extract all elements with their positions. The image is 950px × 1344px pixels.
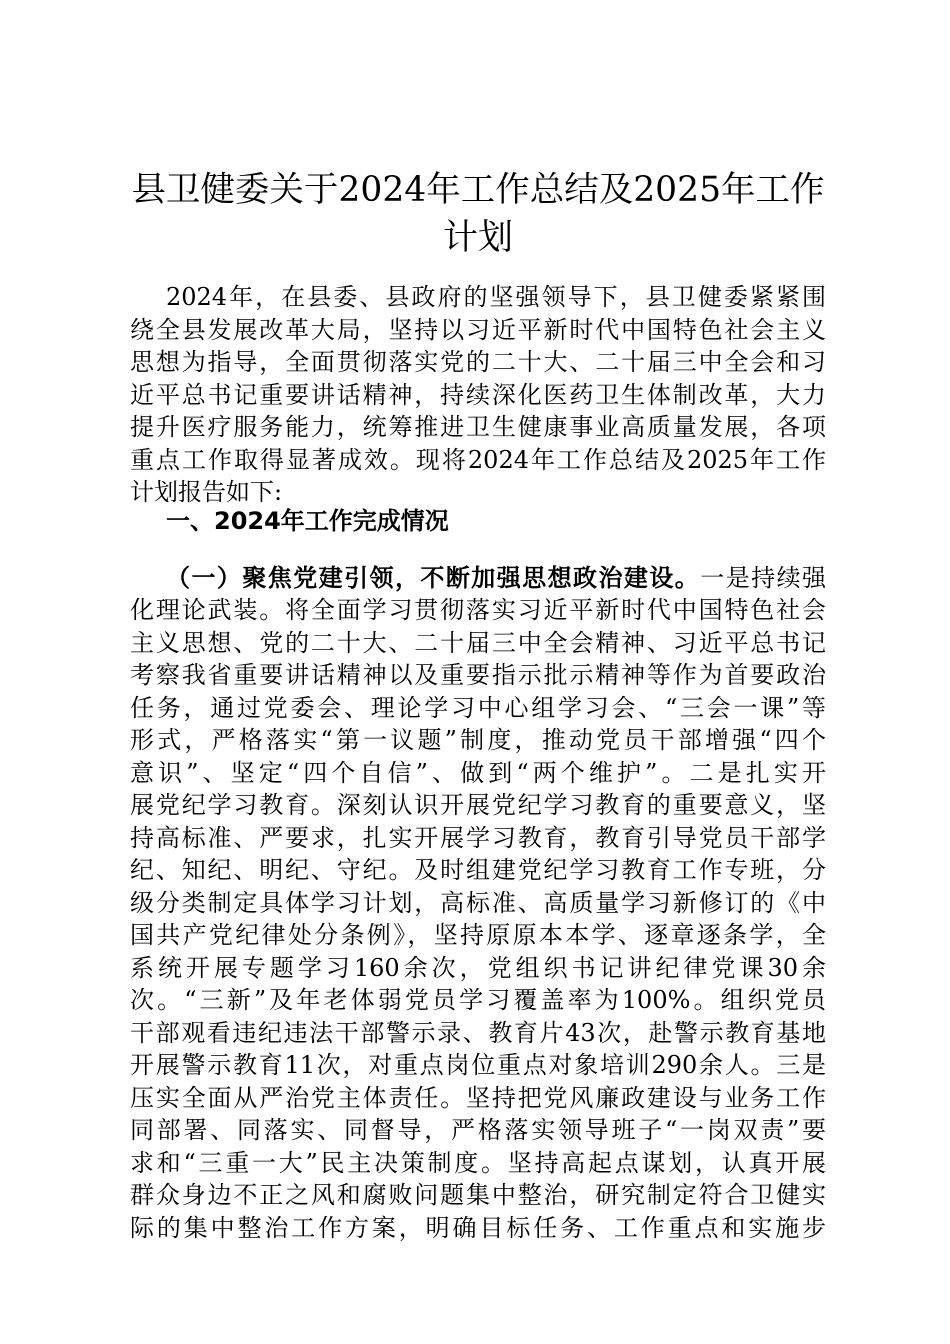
intro-line: 绕全县发展改革大局，坚持以习近平新时代中国特色社会主义 [130, 316, 826, 344]
body-line: 考察我省重要讲话精神以及重要指示批示精神等作为首要政治 [130, 661, 826, 689]
subsection-lead: （一）聚焦党建引领，不断加强思想政治建设。 [166, 564, 701, 592]
intro-line: 2024年，在县委、县政府的坚强领导下，县卫健委紧紧围 [166, 283, 826, 311]
subsection-first-line [166, 562, 826, 595]
body-line: 求和“三重一大”民主决策制度。坚持高起点谋划，认真开展 [130, 1149, 826, 1177]
body-line: 纪、知纪、明纪、守纪。及时组建党纪学习教育工作专班，分 [130, 856, 826, 884]
body-line: 展党纪学习教育。深刻认识开展党纪学习教育的重要意义，坚 [130, 791, 826, 819]
body-line: 开展警示教育11次，对重点岗位重点对象培训290余人。三是 [130, 1051, 826, 1079]
body-line: 任务，通过党委会、理论学习中心组学习会、“三会一课”等 [130, 694, 826, 722]
body-line: 同部署、同落实、同督导，严格落实领导班子“一岗双责”要 [130, 1116, 826, 1144]
body-line: 国共产党纪律处分条例》，坚持原原本本学、逐章逐条学，全 [130, 921, 826, 949]
intro-line: 重点工作取得显著成效。现将2024年工作总结及2025年工作 [130, 446, 826, 474]
document-title-line-2: 计划 [442, 218, 513, 258]
intro-line: 思想为指导，全面贯彻落实党的二十大、二十届三中全会和习 [130, 348, 826, 376]
intro-line: 近平总书记重要讲话精神，持续深化医药卫生体制改革，大力 [130, 381, 826, 409]
body-line: 意识”、坚定“四个自信”、做到“两个维护”。二是扎实开 [130, 759, 826, 787]
body-line: 级分类制定具体学习计划，高标准、高质量学习新修订的《中 [130, 889, 826, 917]
body-line: 系统开展专题学习160余次，党组织书记讲纪律党课30余 [130, 954, 826, 982]
intro-line: 计划报告如下: [130, 478, 283, 506]
body-line: 主义思想、党的二十大、二十届三中全会精神、习近平总书记 [130, 629, 826, 657]
section-heading: 一、2024年工作完成情况 [166, 507, 449, 535]
body-line: 次。“三新”及年老体弱党员学习覆盖率为100%。组织党员 [130, 986, 826, 1014]
body-line: 持高标准、严要求，扎实开展学习教育，教育引导党员干部学 [130, 824, 826, 852]
subsection-lead-rest: 一是持续强 [700, 564, 826, 592]
intro-line: 提升医疗服务能力，统筹推进卫生健康事业高质量发展，各项 [130, 413, 826, 441]
body-line: 形式，严格落实“第一议题”制度，推动党员干部增强“四个 [130, 726, 826, 754]
body-line: 压实全面从严治党主体责任。坚持把党风廉政建设与业务工作 [130, 1084, 826, 1112]
body-line: 化理论武装。将全面学习贯彻落实习近平新时代中国特色社会 [130, 596, 826, 624]
body-line: 际的集中整治工作方案，明确目标任务、工作重点和实施步 [130, 1214, 826, 1242]
document-title-line-1: 县卫健委关于2024年工作总结及2025年工作 [131, 170, 825, 210]
body-line: 干部观看违纪违法干部警示录、教育片43次，赴警示教育基地 [130, 1019, 826, 1047]
body-line: 群众身边不正之风和腐败问题集中整治，研究制定符合卫健实 [130, 1181, 826, 1209]
